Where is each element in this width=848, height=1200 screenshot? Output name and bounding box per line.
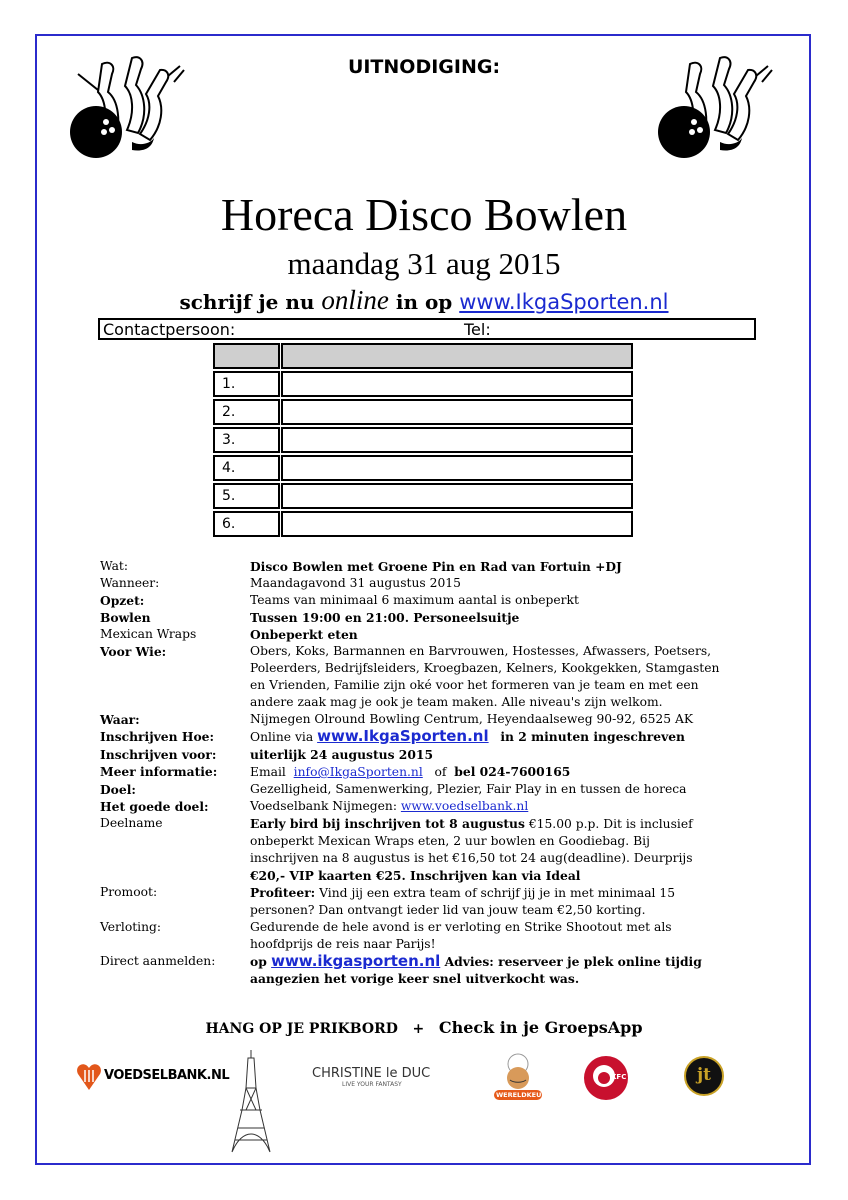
wereldkeuken-text: WERELDKEUKEN [496,1091,557,1099]
email-link[interactable]: info@IkgaSporten.nl [293,765,423,779]
info-row-meer [100,763,800,781]
info-label: Deelname [100,816,163,830]
team-member-field[interactable] [281,371,633,397]
info-label: Wanneer: [100,576,160,590]
info-line: €20,- VIP kaarten €25. Inschrijven kan via Ideal [250,868,581,883]
info-value: uiterlijk 24 augustus 2015 [250,747,434,762]
christine-tagline: LIVE YOUR FANTASY [342,1081,402,1088]
info-label: Voor Wie: [100,644,167,659]
info-text: Advies: reserveer je plek online tijdig [444,954,702,969]
info-row-voorwie [100,643,800,711]
info-line: hoofdprijs de reis naar Parijs! [250,937,436,951]
info-line: inschrijven na 8 augustus is het €16,50 tot 24 aug(deadline). Deurprijs [250,851,693,865]
eiffel-tower-icon [228,1048,274,1156]
info-label: Bowlen [100,610,151,625]
info-line: aangezien het vorige keer snel uitverkocht was. [250,971,580,986]
jt-text: jt [696,1065,711,1085]
voedselbank-text: VOEDSELBANK.NL [104,1068,230,1083]
info-label: Mexican Wraps [100,627,197,641]
info-label: Meer informatie: [100,764,218,779]
info-line: onbeperkt Mexican Wraps eten, 2 uur bowlen en Goodiebag. Bij [250,834,650,848]
info-value [250,643,800,711]
info-text: Early bird bij inschrijven tot 8 augustus [250,816,525,831]
info-label: Wat: [100,559,128,573]
info-text: Online via [250,730,314,744]
info-line: Gedurende de hele avond is er verloting en Strike Shootout met als [250,920,672,934]
info-label: Doel: [100,782,136,797]
info-text: Profiteer: [250,885,316,900]
team-row-number: 3. [213,427,280,453]
info-value: Gezelligheid, Samenwerking, Plezier, Fair Play in en tussen de horeca [250,782,687,796]
team-member-field[interactable] [281,511,633,537]
info-label: Opzet: [100,593,145,608]
info-line: Obers, Koks, Barmannen en Barvrouwen, Hostesses, Afwassers, Poetsers, [250,644,712,658]
tel-label: Tel: [464,320,491,339]
table-header-number [213,343,280,369]
info-value: Teams van minimaal 6 maximum aantal is onbeperkt [250,593,579,607]
team-member-field[interactable] [281,427,633,453]
voedselbank-link[interactable]: www.voedselbank.nl [400,799,529,813]
team-row-number: 4. [213,455,280,481]
info-row-deelname [100,815,800,884]
team-row-number: 1. [213,371,280,397]
contact-box[interactable] [98,318,756,340]
info-line: personen? Dan ontvangt ieder lid van jouw team €2,50 korting. [250,903,646,917]
info-row-bowlen [100,609,800,626]
table-header-name [281,343,633,369]
team-row-number: 6. [213,511,280,537]
team-member-field[interactable] [281,455,633,481]
info-line: Poleerders, Bedrijfsleiders, Kroegbazen, Kelners, Kookgekken, Stamgasten [250,661,720,675]
info-label: Direct aanmelden: [100,954,216,968]
kfc-text: KFC [611,1073,627,1081]
signup-link-2[interactable]: www.IkgaSporten.nl [317,727,489,745]
info-row-waar [100,711,800,728]
heart-icon [76,1060,102,1092]
team-member-field[interactable] [281,483,633,509]
signup-line [0,285,848,316]
event-date: maandag 31 aug 2015 [287,246,561,281]
info-row-hoe [100,728,800,746]
team-member-field[interactable] [281,399,633,425]
team-row-number: 2. [213,399,280,425]
info-text: Voedselbank Nijmegen: [250,799,397,813]
info-row-wat [100,558,800,575]
christine-le-duc-logo [312,1066,438,1100]
kfc-logo [584,1056,628,1100]
info-value: Onbeperkt eten [250,627,358,642]
christine-text: CHRISTINE [312,1066,382,1081]
info-text: €15.00 p.p. Dit is inclusief [528,817,693,831]
info-label: Inschrijven Hoe: [100,729,215,744]
signup-online: online [321,285,389,315]
info-text: of [434,765,447,779]
le-duc-text: le DUC [385,1066,431,1081]
info-text: Email [250,765,286,779]
hang-right: Check in je GroepsApp [438,1018,643,1037]
voedselbank-logo [76,1060,230,1092]
info-value: Tussen 19:00 en 21:00. Personeelsuitje [250,610,520,625]
signup-link[interactable]: www.IkgaSporten.nl [459,290,669,314]
info-row-wanneer [100,575,800,592]
event-title: Horeca Disco Bowlen [220,189,628,240]
chef-icon [490,1052,546,1108]
info-row-promoot [100,884,800,919]
info-text: Vind jij een extra team of schrijf jij je in met minimaal 15 [319,886,676,900]
info-text: in 2 minuten ingeschreven [500,729,685,744]
info-label: Promoot: [100,885,158,899]
info-value: Nijmegen Olround Bowling Centrum, Heyendaalseweg 90-92, 6525 AK [250,712,694,726]
info-text: op [250,954,267,969]
jt-logo [684,1056,724,1096]
info-row-wraps [100,626,800,643]
info-value: Disco Bowlen met Groene Pin en Rad van Fortuin +DJ [250,559,622,574]
info-label: Waar: [100,712,140,727]
info-label: Inschrijven voor: [100,747,217,762]
team-row-number: 5. [213,483,280,509]
hang-plus: + [412,1021,425,1037]
signup-mid: in op [395,290,453,314]
info-line: andere zaak mag je ook je team maken. Alle niveau's zijn welkom. [250,695,663,709]
signup-link-3[interactable]: www.ikgasporten.nl [271,952,441,970]
info-row-voor [100,746,800,763]
invitation-heading: UITNODIGING: [347,56,501,78]
info-row-direct [100,953,800,987]
info-row-goede [100,798,800,815]
info-row-opzet [100,592,800,609]
phone-text: bel 024-7600165 [454,764,571,779]
signup-pre: schrijf je nu [179,290,315,314]
event-info [100,558,800,987]
info-row-verloting [100,919,800,953]
info-row-doel [100,781,800,798]
info-label: Verloting: [100,920,162,934]
hang-line [0,1018,848,1037]
info-value: Maandagavond 31 augustus 2015 [250,576,461,590]
wereldkeuken-logo [490,1052,557,1108]
contact-label: Contactpersoon: [103,320,236,339]
hang-left: HANG OP JE PRIKBORD [205,1021,398,1037]
info-label: Het goede doel: [100,799,209,814]
info-line: en Vrienden, Familie zijn oké voor het formeren van je team en met een [250,678,699,692]
